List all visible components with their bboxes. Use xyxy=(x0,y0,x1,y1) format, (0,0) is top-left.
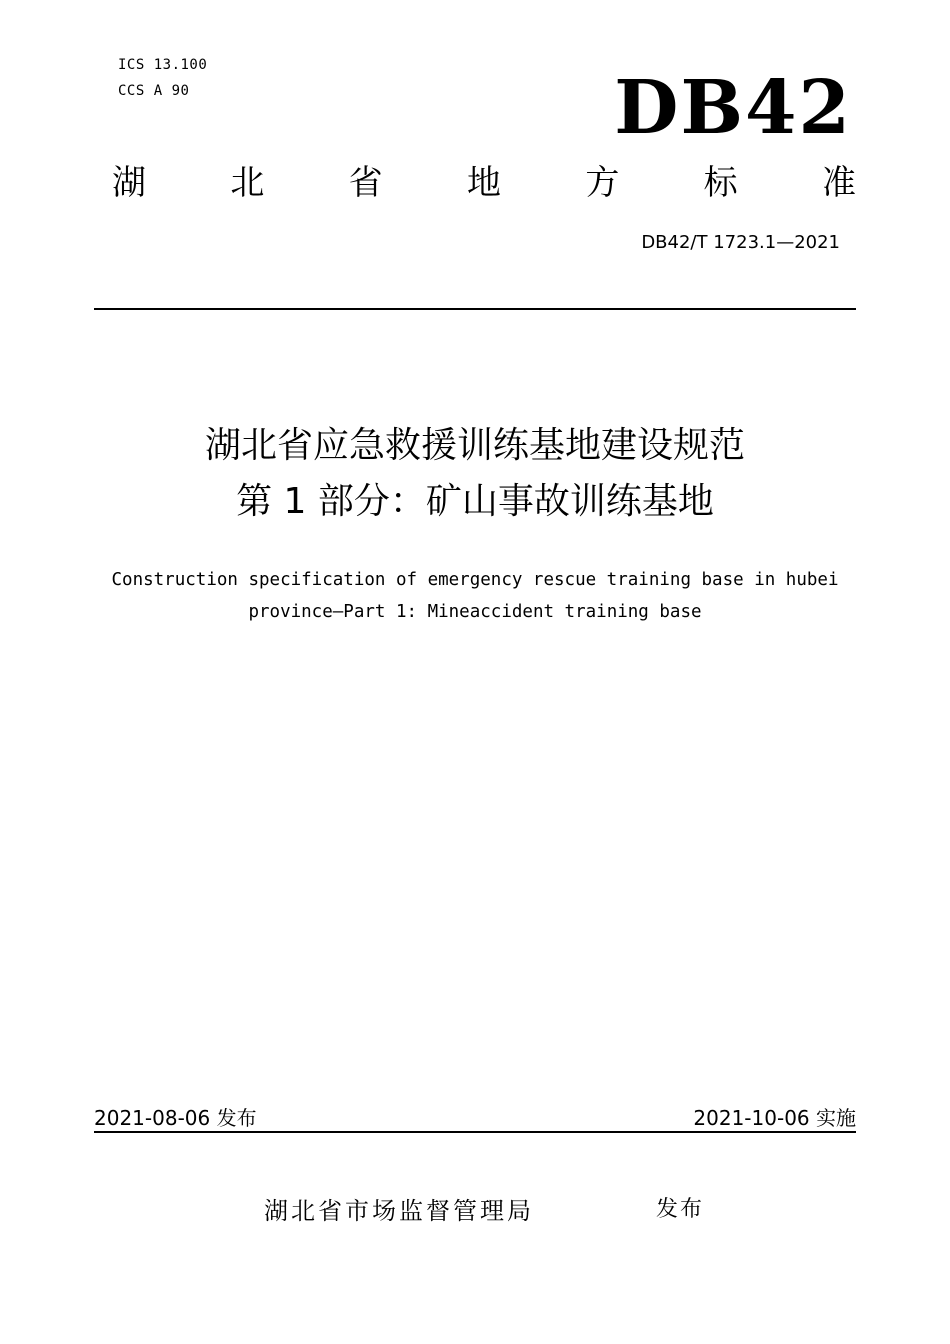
bottom-divider xyxy=(94,1131,856,1133)
standard-number: DB42/T 1723.1—2021 xyxy=(641,232,840,253)
db42-logo: DB42 xyxy=(614,65,852,151)
standard-type-char: 省 xyxy=(348,163,383,203)
english-title xyxy=(60,564,890,628)
english-title-line-1: Construction specification of emergency rescue training base in hubei xyxy=(111,570,839,590)
english-title-line-2: province—Part 1: Mineaccident training base xyxy=(248,602,702,622)
standard-type-char: 方 xyxy=(585,163,620,203)
classification-codes xyxy=(118,52,207,104)
chinese-title-line-1: 湖北省应急救援训练基地建设规范 xyxy=(204,425,745,466)
standard-type-char: 地 xyxy=(466,163,501,203)
standard-type-char: 北 xyxy=(230,163,265,203)
standard-type-char: 湖 xyxy=(112,163,146,203)
implementation-date: 2021-10-06 实施 xyxy=(693,1106,856,1130)
top-divider xyxy=(94,308,856,310)
issuing-action: 发布 xyxy=(656,1197,705,1222)
issue-date: 2021-08-06 发布 xyxy=(94,1106,257,1130)
standard-type-heading xyxy=(112,160,856,206)
chinese-title-line-2: 第 1 部分：矿山事故训练基地 xyxy=(236,481,714,522)
ics-code: ICS 13.100 xyxy=(118,57,208,73)
issuing-authority: 湖北省市场监督管理局 xyxy=(264,1197,534,1225)
standard-type-char: 准 xyxy=(821,163,856,203)
standard-type-char: 标 xyxy=(703,163,738,203)
chinese-title xyxy=(0,418,950,530)
ccs-code: CCS A 90 xyxy=(118,83,190,99)
